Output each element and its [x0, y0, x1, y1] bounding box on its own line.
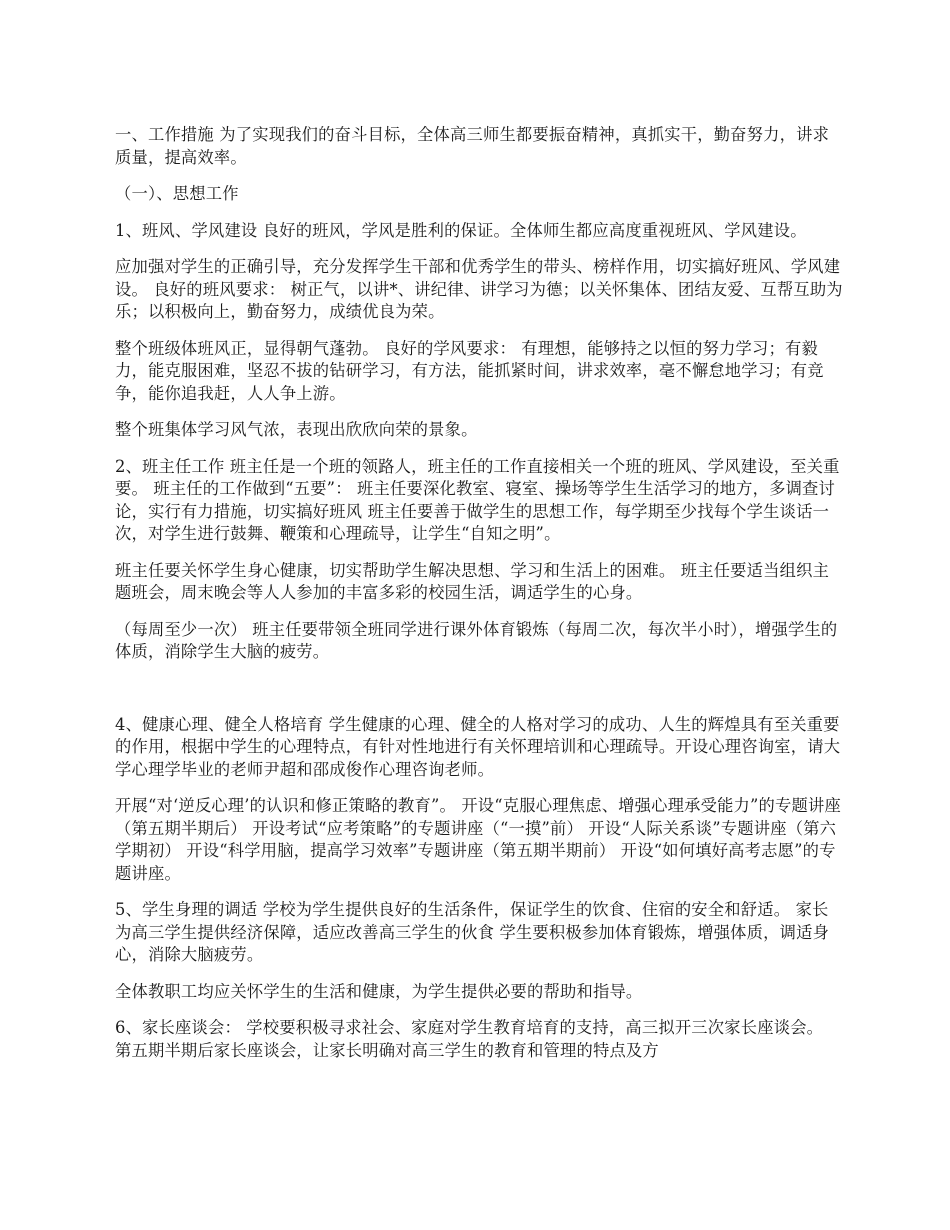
paragraph-work-measures: 一、工作措施 为了实现我们的奋斗目标，全体高三师生都要振奋精神，真抓实干，勤奋努力，讲求质量，提高效率。: [115, 125, 830, 167]
paragraph-parent-meeting: 6、家长座谈会： 学校要积极寻求社会、家庭对学生教育培育的支持，高三拟开三次家长座谈会。 第五期半期后家长座谈会，让家长明确对高三学生的教育和管理的特点及方: [115, 1018, 824, 1060]
heading-ideological-work: （一）、思想工作: [115, 184, 239, 203]
paragraph-guidance: 应加强对学生的正确引导，充分发挥学生干部和优秀学生的带头、榜样作用，切实搞好班风、学风建设。 良好的班风要求： 树正气，以讲*、讲纪律、讲学习为德；以关怀集体、团结友爱、互帮互助为乐；以积极向上，勤奋努力，成绩优良为荣。: [115, 257, 843, 321]
paragraph-exercise: （每周至少一次） 班主任要带领全班同学进行课外体育锻炼（每周二次，每次半小时），增强学生的体质，消除学生大脑的疲劳。: [115, 619, 838, 661]
paragraph-head-teacher: 2、班主任工作 班主任是一个班的领路人，班主任的工作直接相关一个班的班风、学风建设，至关重要。 班主任的工作做到“五要”： 班主任要深化教室、寝室、操场等学生生活学习的地方，多调查讨论，实行有力措施，切实搞好班风 班主任要善于做学生的思想工作，每学期至少找每个学生谈话一次，对学生进行鼓舞、鞭策和心理疏导，让学生“自知之明”。: [115, 456, 840, 543]
paragraph-student-care: 班主任要关怀学生身心健康，切实帮助学生解决思想、学习和生活上的困难。 班主任要适当组织主题班会，周末晚会等人人参加的丰富多彩的校园生活，调适学生的心身。: [115, 560, 830, 602]
paragraph-study-style: 整个班级体班风正，显得朝气蓬勃。 良好的学风要求： 有理想，能够持之以恒的努力学习；有毅力，能克服困难，坚忍不拔的钻研学习，有方法，能抓紧时间，讲求效率，毫不懈怠地学习；有竞争，能你追我赶，人人争上游。: [115, 338, 824, 403]
paragraph-physical-adjustment: 5、学生身理的调适 学校为学生提供良好的生活条件，保证学生的饮食、住宿的安全和舒适。 家长为高三学生提供经济保障，适应改善高三学生的伙食 学生要积极参加体育锻炼，增强体质，调适身心，消除大脑疲劳。: [115, 900, 830, 964]
document-body: [115, 124, 843, 1076]
paragraph-lectures: 开展“对‘逆反心理’的认识和修正策略的教育”。 开设“克服心理焦虑、增强心理承受能力”的专题讲座（第五期半期后） 开设考试“应考策略”的专题讲座（“一摸”前） 开设“人际关系谈”专题讲座（第六学期初） 开设“科学用脑，提高学习效率”专题讲座（第五期半期前） 开设“如何填好高考志愿”的专题讲座。: [115, 796, 841, 883]
paragraph-atmosphere: 整个班集体学习风气浓，表现出欣欣向荣的景象。: [115, 420, 478, 439]
paragraph-mental-health: 4、健康心理、健全人格培育 学生健康的心理、健全的人格对学习的成功、人生的辉煌具有至关重要的作用，根据中学生的心理特点，有针对性地进行有关怀理培训和心理疏导。开设心理咨询室，请大学心理学毕业的老师尹超和邵成俊作心理咨询老师。: [115, 714, 841, 779]
paragraph-class-style: 1、班风、学风建设 良好的班风，学风是胜利的保证。全体师生都应高度重视班风、学风建设。: [115, 220, 807, 240]
paragraph-staff-care: 全体教职工均应关怀学生的生活和健康，为学生提供必要的帮助和指导。: [115, 981, 643, 1001]
